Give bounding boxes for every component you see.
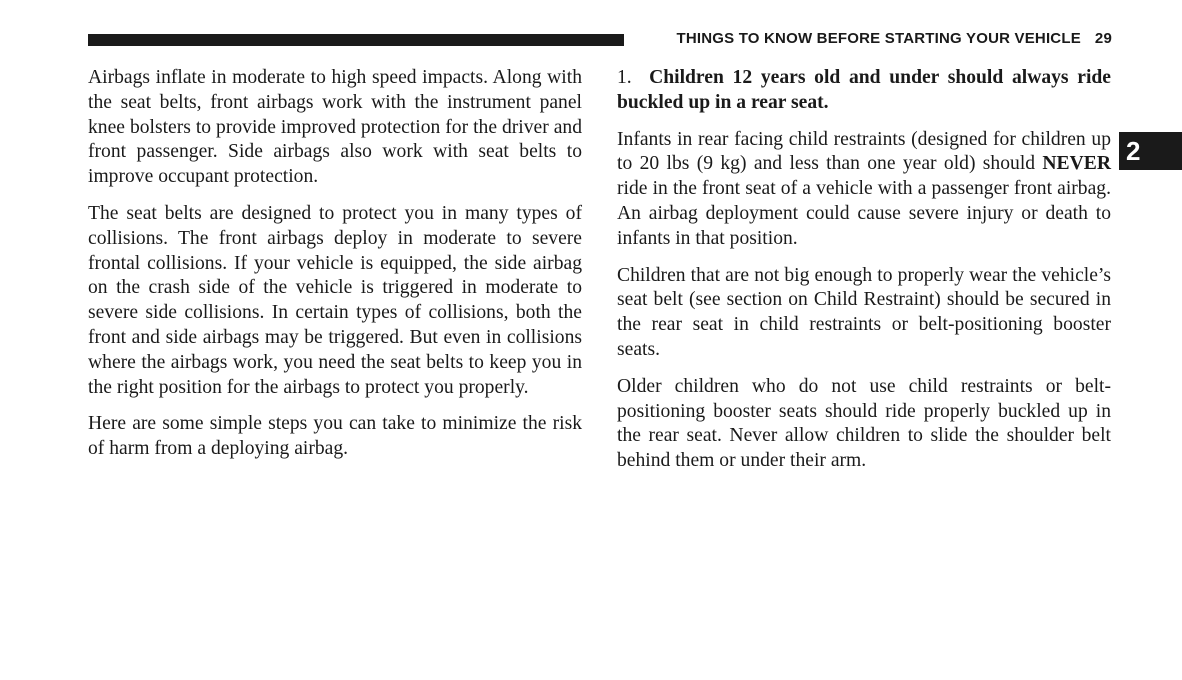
paragraph-children-not-big-enough: Children that are not big enough to properly wear the vehicle’s seat belt (see section on Child Restraint) should be secured in the rear seat in child restraints or belt-positioning booster seats. [617,264,1111,360]
infants-text-end: ride in the front seat of a vehicle with a passenger front airbag. An airbag deployment could cause severe injury or death to infants in that position. [617,178,1111,249]
paragraph-airbags-inflate: Airbags inflate in moderate to high speed impacts. Along with the seat belts, front airbags work with the instrument panel knee bolsters to provide improved protection for the driver and front passenger. Side airbags also work with seat belts to improve occupant protection. [88,67,582,188]
step-number: 1. [617,67,632,88]
page-number: 29 [1094,30,1112,47]
never-emphasis: NEVER [1042,153,1111,175]
paragraph-simple-steps: Here are some simple steps you can take to minimize the risk of harm from a deploying airbag. [88,413,582,460]
step-1-heading [617,66,1111,116]
infants-text-start: Infants in rear facing child restraints (designed for children up to 20 lbs (9 kg) and less than one year old) should [617,128,1111,175]
running-header [632,30,1112,47]
section-title: THINGS TO KNOW BEFORE STARTING YOUR VEHICLE [676,30,1081,47]
step-text: Children 12 years old and under should always ride buckled up in a rear seat. [617,67,1111,113]
right-column [617,66,1111,486]
paragraph-seat-belts-designed: The seat belts are designed to protect you in many types of collisions. The front airbags deploy in moderate to severe frontal collisions. If your vehicle is equipped, the side airbag on the crash side of the vehicle is triggered in moderate to severe side collisions. In certain types of collisions, both the front and side airbags may be triggered. But even in collisions where the airbags work, you need the seat belts to keep you in the right position for the airbags to protect you properly. [88,202,582,398]
header-rule [88,34,624,46]
left-column [88,66,582,474]
paragraph-infants [617,128,1111,252]
chapter-tab: 2 [1119,132,1182,170]
paragraph-older-children: Older children who do not use child restraints or belt-positioning booster seats should ride properly buckled up in the rear seat. Never allow children to slide the shoulder belt behind them or under their arm. [617,375,1111,472]
